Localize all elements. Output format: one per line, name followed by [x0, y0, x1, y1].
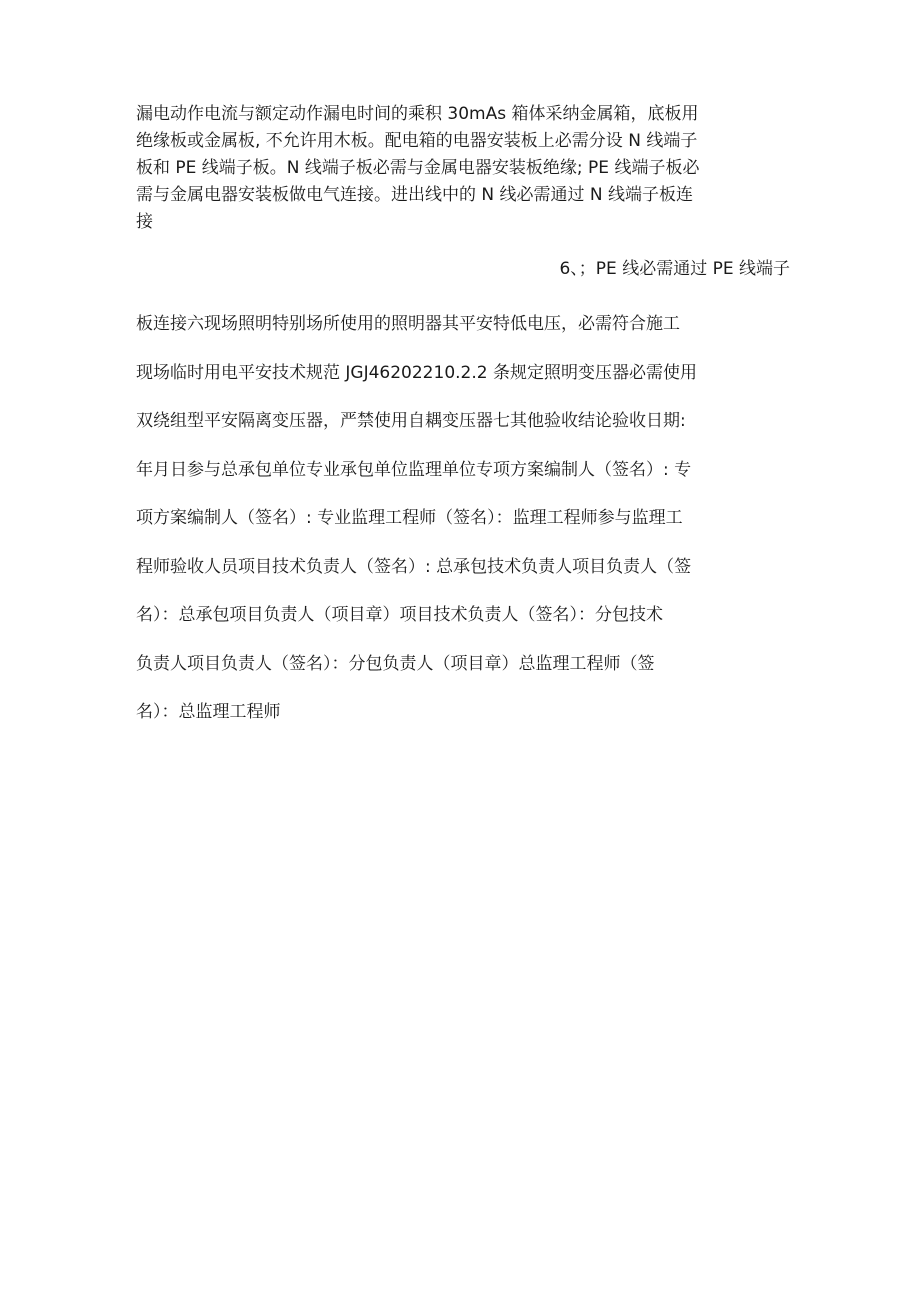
text-line: 需与金属电器安装板做电气连接。进出线中的 N 线必需通过 N 线端子板连 — [136, 185, 694, 205]
text-line: 现场临时用电平安技术规范 JGJ46202210.2.2 条规定照明变压器必需使用 — [136, 362, 697, 383]
paragraph-lighting-acceptance — [136, 300, 792, 737]
text-line: 板和 PE 线端子板。N 线端子板必需与金属电器安装板绝缘; PE 线端子板必 — [136, 158, 700, 178]
text-line: 接 — [136, 212, 153, 232]
text-line: 板连接六现场照明特别场所使用的照明器其平安特低电压，必需符合施工 — [136, 314, 680, 334]
text-line: 双绕组型平安隔离变压器，严禁使用自耦变压器七其他验收结论验收日期: — [136, 411, 686, 431]
text-line: 名）：总监理工程师 — [136, 702, 281, 722]
text-line: 程师验收人员项目技术负责人（签名）: 总承包技术负责人项目负责人（签 — [136, 556, 692, 577]
text-line: 年月日参与总承包单位专业承包单位监理单位专项方案编制人（签名）: 专 — [136, 459, 692, 480]
text-line: 名）：总承包项目负责人（项目章）项目技术负责人（签名）：分包技术 — [136, 605, 663, 625]
text-line: 绝缘板或金属板, 不允许用木板。配电箱的电器安装板上必需分设 N 线端子 — [136, 131, 698, 151]
paragraph-distribution-box — [136, 101, 792, 236]
text-line: 负责人项目负责人（签名）：分包负责人（项目章）总监理工程师（签 — [136, 653, 655, 674]
item-6-heading: 6、；PE 线必需通过 PE 线端子 — [559, 259, 790, 279]
text-line: 项方案编制人（签名）: 专业监理工程师（签名）：监理工程师参与监理工 — [136, 508, 683, 528]
text-line: 漏电动作电流与额定动作漏电时间的乘积 30mAs 箱体采纳金属箱，底板用 — [136, 104, 699, 124]
